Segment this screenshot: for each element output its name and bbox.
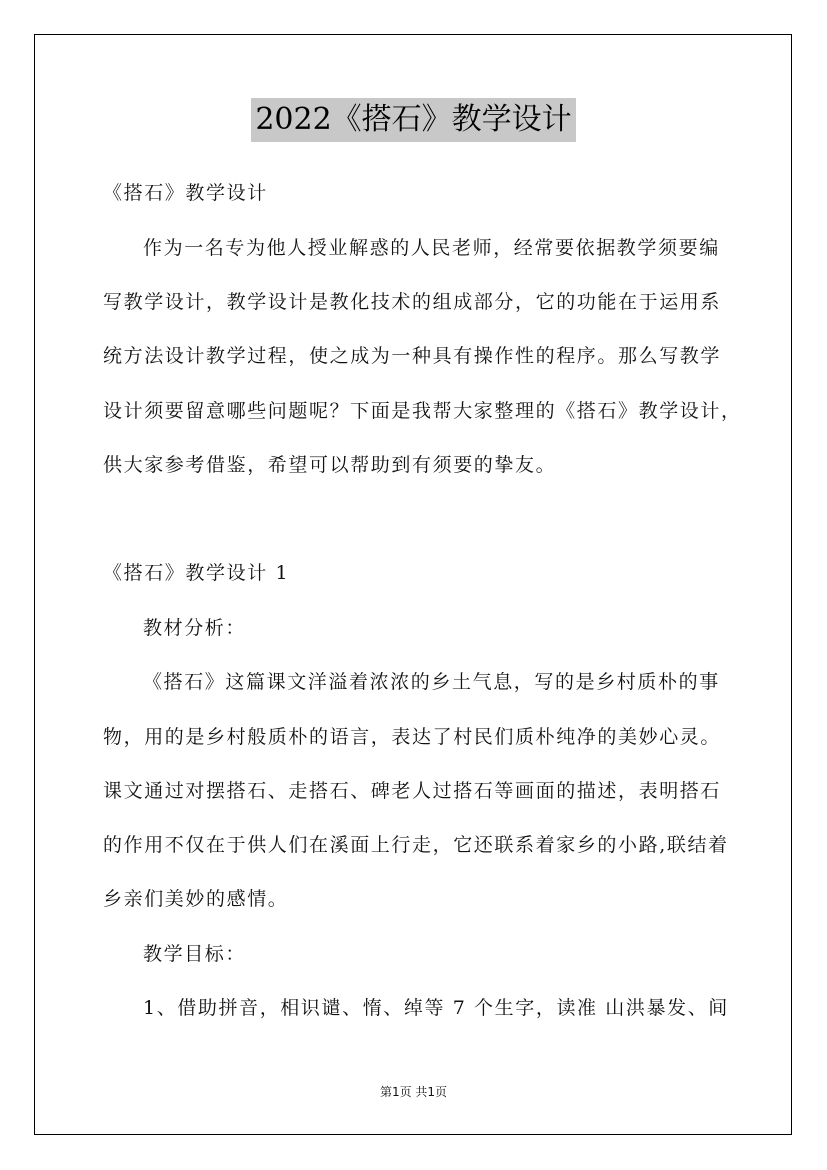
page-footer: 第1页 共1页 bbox=[379, 1085, 448, 1099]
paragraph-line: 的作用不仅在于供人们在溪面上行走，它还联系着家乡的小路,联结着 bbox=[103, 834, 729, 856]
paragraph-line: 供大家参考借鉴，希望可以帮助到有须要的挚友。 bbox=[103, 454, 557, 476]
paragraph-line: 写教学设计，教学设计是教化技术的组成部分，它的功能在于运用系 bbox=[103, 291, 722, 313]
paragraph-line: 《搭石》这篇课文洋溢着浓浓的乡土气息，写的是乡村质朴的事 bbox=[143, 671, 720, 693]
paragraph-line: 乡亲们美妙的感情。 bbox=[103, 888, 289, 910]
paragraph-line: 统方法设计教学过程，使之成为一种具有操作性的程序。那么写教学 bbox=[103, 345, 722, 367]
paragraph-line: 设计须要留意哪些问题呢？下面是我帮大家整理的《搭石》教学设计， bbox=[103, 400, 742, 422]
subheading-material-analysis: 教材分析： bbox=[143, 617, 247, 639]
paragraph-line: 物，用的是乡村般质朴的语言，表达了村民们质朴纯净的美妙心灵。 bbox=[103, 726, 722, 748]
paragraph-line: 1、借助拼音，相识谴、惰、绰等 7 个生字，读准 山洪暴发、间 bbox=[143, 997, 729, 1019]
section-heading-1: 《搭石》教学设计 1 bbox=[103, 562, 290, 584]
document-title: 2022《搭石》教学设计 bbox=[251, 98, 575, 142]
subheading-teaching-goals: 教学目标： bbox=[143, 943, 247, 965]
section-heading-intro: 《搭石》教学设计 bbox=[103, 182, 268, 204]
paragraph-line: 课文通过对摆搭石、走搭石、碑老人过搭石等画面的描述，表明搭石 bbox=[103, 780, 722, 802]
title-container bbox=[0, 98, 827, 142]
paragraph-line: 作为一名专为他人授业解惑的人民老师，经常要依据教学须要编 bbox=[143, 237, 720, 259]
